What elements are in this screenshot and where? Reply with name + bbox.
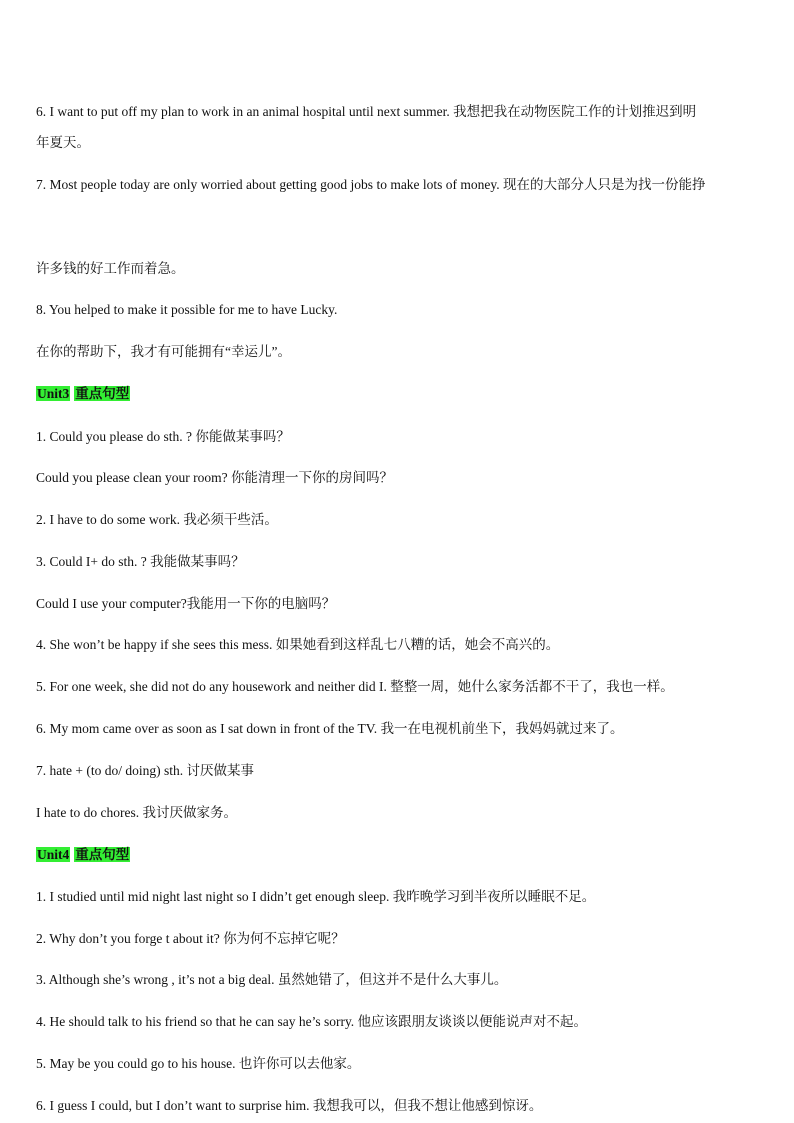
unit3-heading-unit: Unit3 (37, 386, 70, 401)
sentence-6-line-2: 年夏天。 (36, 135, 90, 150)
unit3-line: 7. hate + (to do/ doing) sth. 讨厌做某事 (36, 763, 254, 778)
sentence-8-english: 8. You helped to make it possible for me to have Lucky. (36, 302, 338, 317)
sentence-7-line-1: 7. Most people today are only worried about getting good jobs to make lots of money. 现在的大部分人只是为找一份能挣 (36, 177, 706, 192)
unit3-line: 5. For one week, she did not do any housework and neither did I. 整整一周，她什么家务活都不干了，我也一样。 (36, 679, 674, 694)
unit3-line: 6. My mom came over as soon as I sat down in front of the TV. 我一在电视机前坐下，我妈妈就过来了。 (36, 721, 624, 736)
unit4-line: 4. He should talk to his friend so that he can say he’s sorry. 他应该跟朋友谈谈以便能说声对不起。 (36, 1014, 588, 1029)
unit3-line: 2. I have to do some work. 我必须干些活。 (36, 512, 278, 527)
unit3-line: 3. Could I+ do sth. ? 我能做某事吗？ (36, 554, 245, 569)
unit4-heading-title: 重点句型 (75, 847, 130, 862)
unit4-line: 6. I guess I could, but I don’t want to surprise him. 我想我可以，但我不想让他感到惊讶。 (36, 1098, 543, 1113)
unit4-heading (36, 846, 130, 864)
unit4-heading-unit: Unit4 (37, 847, 70, 862)
unit4-line: 3. Although she’s wrong , it’s not a big deal. 虽然她错了，但这并不是什么大事儿。 (36, 972, 508, 987)
sentence-7-line-2: 许多钱的好工作而着急。 (36, 261, 185, 276)
unit3-heading (36, 385, 130, 403)
sentence-6-line-1: 6. I want to put off my plan to work in an animal hospital until next summer. 我想把我在动物医院工作的计划推迟到明 (36, 104, 697, 119)
unit3-line: 1. Could you please do sth. ? 你能做某事吗？ (36, 429, 290, 444)
unit4-line: 5. May be you could go to his house. 也许你可以去他家。 (36, 1056, 361, 1071)
sentence-8-chinese: 在你的帮助下，我才有可能拥有“幸运儿”。 (36, 344, 291, 359)
unit3-line: Could I use your computer?我能用一下你的电脑吗？ (36, 596, 336, 611)
unit3-line: Could you please clean your room? 你能清理一下你的房间吗？ (36, 470, 393, 485)
unit4-line: 1. I studied until mid night last night so I didn’t get enough sleep. 我昨晚学习到半夜所以睡眠不足。 (36, 889, 596, 904)
unit3-line: I hate to do chores. 我讨厌做家务。 (36, 805, 237, 820)
unit3-line: 4. She won’t be happy if she sees this mess. 如果她看到这样乱七八糟的话，她会不高兴的。 (36, 637, 560, 652)
unit4-line: 2. Why don’t you forge t about it? 你为何不忘掉它呢？ (36, 931, 345, 946)
unit3-heading-title: 重点句型 (75, 386, 130, 401)
